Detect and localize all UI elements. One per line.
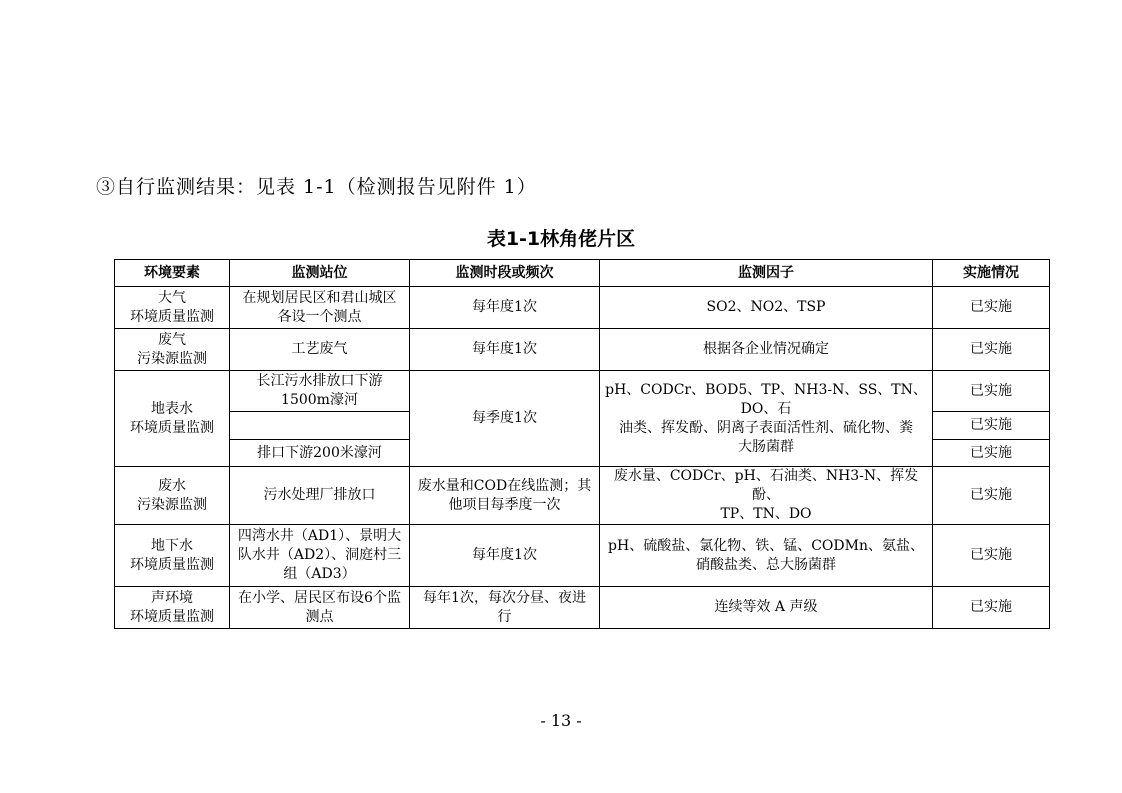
station-cell: [230, 412, 410, 440]
header-frequency: 监测时段或频次: [410, 260, 600, 287]
header-station: 监测站位: [230, 260, 410, 287]
element-cell: 废水 污染源监测: [115, 467, 230, 525]
status-cell: 已实施: [933, 525, 1050, 587]
status-cell: 已实施: [933, 287, 1050, 329]
element-cell: 声环境 环境质量监测: [115, 587, 230, 629]
status-cell: 已实施: [933, 371, 1050, 412]
frequency-cell: 每年度1次: [410, 329, 600, 371]
factors-cell: 废水量、CODCr、pH、石油类、NH3-N、挥发酚、 TP、TN、DO: [600, 467, 933, 525]
table-row: [115, 371, 1050, 412]
header-element: 环境要素: [115, 260, 230, 287]
status-cell: 已实施: [933, 329, 1050, 371]
table-row: [115, 587, 1050, 629]
status-cell: 已实施: [933, 440, 1050, 467]
frequency-cell: 每季度1次: [410, 371, 600, 467]
table-row: [115, 329, 1050, 371]
station-cell: 在小学、居民区布设6个监 测点: [230, 587, 410, 629]
station-cell: 长江污水排放口下游 1500m濠河: [230, 371, 410, 412]
factors-cell: 根据各企业情况确定: [600, 329, 933, 371]
table-caption: 表1-1林角佬片区: [486, 228, 636, 250]
table-header-row: [115, 260, 1050, 287]
element-cell: 地表水 环境质量监测: [115, 371, 230, 467]
factors-cell: pH、硫酸盐、氯化物、铁、锰、CODMn、氨盐、 硝酸盐类、总大肠菌群: [600, 525, 933, 587]
factors-cell: pH、CODCr、BOD5、TP、NH3-N、SS、TN、DO、石 油类、挥发酚、阴离子表面活性剂、硫化物、粪 大肠菌群: [600, 371, 933, 467]
header-factors: 监测因子: [600, 260, 933, 287]
station-cell: 排口下游200米濠河: [230, 440, 410, 467]
factors-cell: SO2、NO2、TSP: [600, 287, 933, 329]
frequency-cell: 每年度1次: [410, 287, 600, 329]
element-cell: 地下水 环境质量监测: [115, 525, 230, 587]
page-number: - 13 -: [540, 711, 582, 730]
station-cell: 工艺废气: [230, 329, 410, 371]
station-cell: 在规划居民区和君山城区 各设一个测点: [230, 287, 410, 329]
status-cell: 已实施: [933, 587, 1050, 629]
frequency-cell: 废水量和COD在线监测；其 他项目每季度一次: [410, 467, 600, 525]
station-cell: 四湾水井（AD1）、景明大 队水井（AD2）、洞庭村三 组（AD3）: [230, 525, 410, 587]
header-status: 实施情况: [933, 260, 1050, 287]
table-row: [115, 287, 1050, 329]
status-cell: 已实施: [933, 467, 1050, 525]
section-heading: ③自行监测结果：见表 1-1（检测报告见附件 1）: [96, 176, 537, 198]
monitoring-table: [114, 259, 1050, 629]
station-cell: 污水处理厂排放口: [230, 467, 410, 525]
table-row: [115, 525, 1050, 587]
element-cell: 废气 污染源监测: [115, 329, 230, 371]
element-cell: 大气 环境质量监测: [115, 287, 230, 329]
status-cell: 已实施: [933, 412, 1050, 440]
frequency-cell: 每年1次，每次分昼、夜进 行: [410, 587, 600, 629]
frequency-cell: 每年度1次: [410, 525, 600, 587]
factors-cell: 连续等效 A 声级: [600, 587, 933, 629]
table-row: [115, 467, 1050, 525]
